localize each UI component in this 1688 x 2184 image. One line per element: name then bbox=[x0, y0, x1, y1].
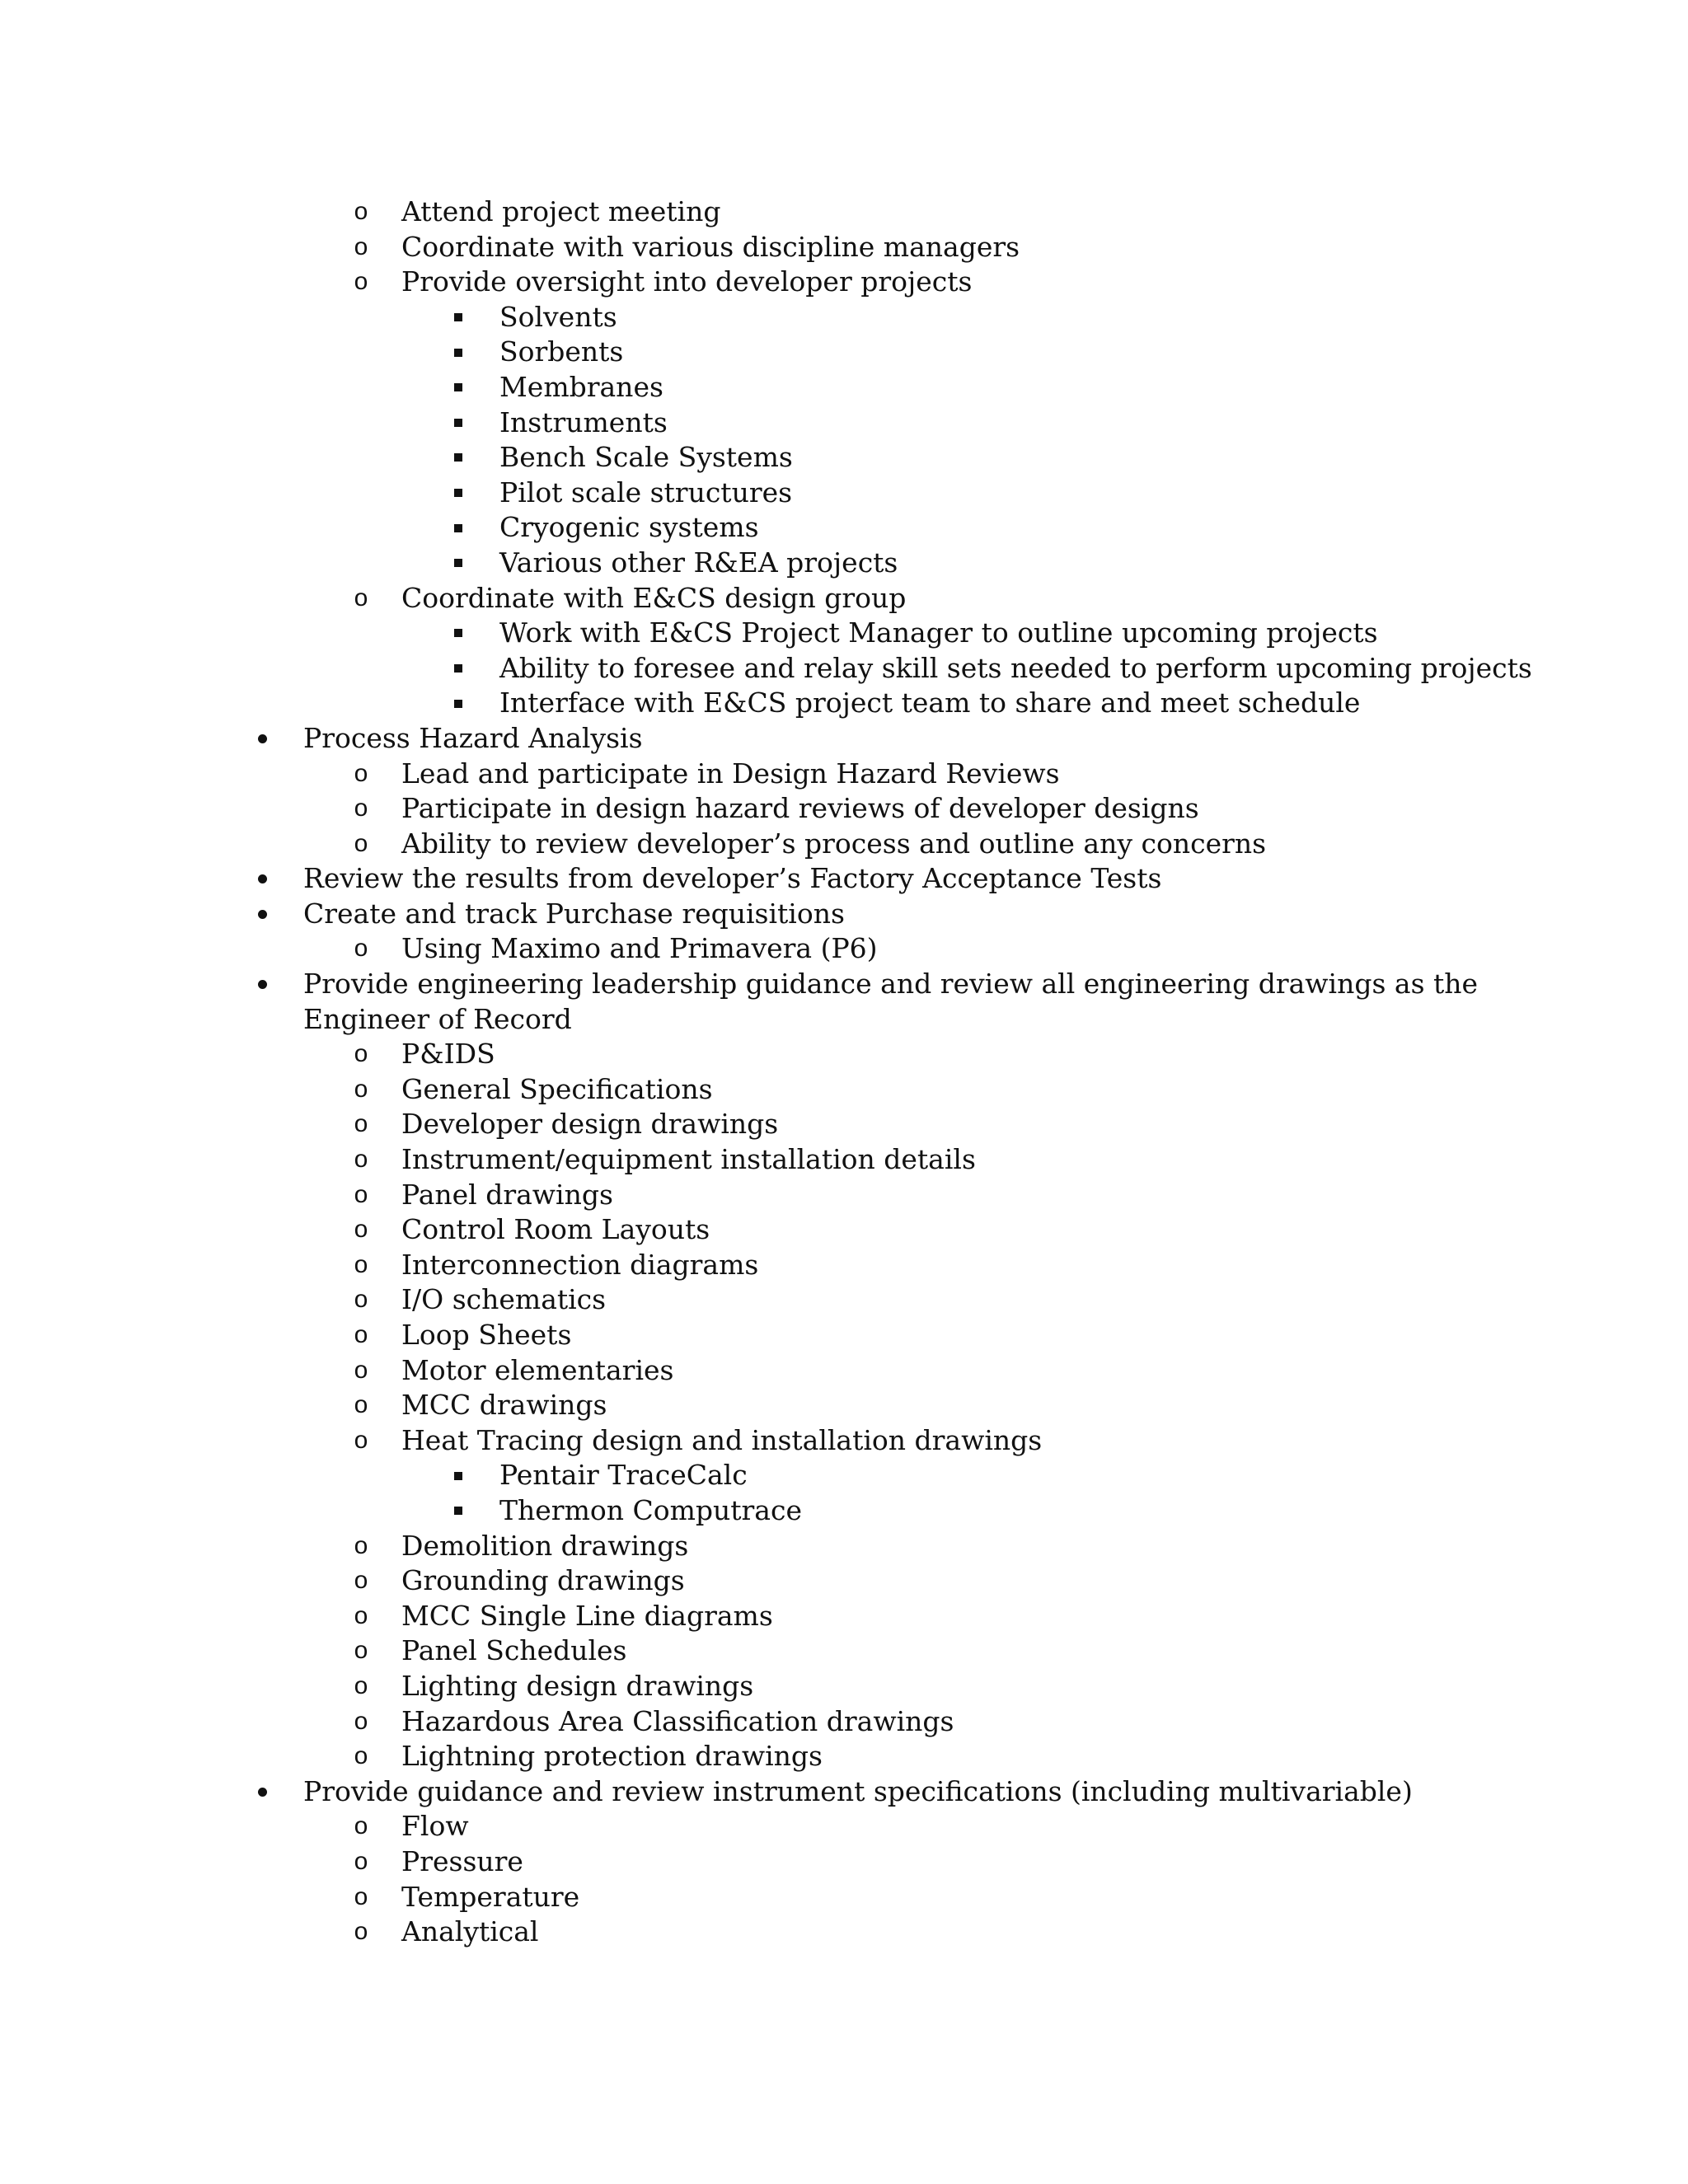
list-item-text: Instruments bbox=[499, 405, 668, 438]
list-item-text: Provide oversight into developer projects bbox=[401, 265, 973, 298]
bullet-circle-icon: o bbox=[354, 232, 368, 260]
list-item-text: Ability to foresee and relay skill sets needed to perform upcoming projects bbox=[499, 651, 1532, 684]
list-item-level-3 bbox=[0, 651, 1688, 687]
list-item-text: Attend project meeting bbox=[401, 195, 721, 227]
list-item-level-3 bbox=[0, 616, 1688, 651]
list-item-text: Various other R&EA projects bbox=[499, 546, 898, 579]
list-item-level-2 bbox=[0, 1107, 1688, 1142]
list-item-text: Lighting design drawings bbox=[401, 1669, 754, 1702]
list-item-text: Lightning protection drawings bbox=[401, 1740, 823, 1773]
list-item-level-3 bbox=[0, 300, 1688, 335]
list-item-text: Developer design drawings bbox=[401, 1108, 779, 1141]
list-item-text: Motor elementaries bbox=[401, 1353, 674, 1386]
bullet-circle-icon: o bbox=[354, 1356, 368, 1384]
list-item-level-2 bbox=[0, 757, 1688, 792]
list-item-level-3 bbox=[0, 1493, 1688, 1529]
bullet-square-icon bbox=[446, 440, 471, 476]
bullet-list bbox=[0, 194, 1688, 1950]
list-item-level-1 bbox=[0, 861, 1688, 897]
list-item-level-3 bbox=[0, 370, 1688, 405]
list-item-level-1 bbox=[0, 721, 1688, 757]
list-item-text: Participate in design hazard reviews of developer designs bbox=[401, 792, 1199, 825]
list-item-text: Provide guidance and review instrument specifications (including multivariable) bbox=[303, 1774, 1413, 1807]
list-item-text: Bench Scale Systems bbox=[499, 441, 793, 474]
list-item-level-2 bbox=[0, 1248, 1688, 1283]
list-item-text: MCC drawings bbox=[401, 1389, 607, 1422]
bullet-circle-icon: o bbox=[354, 1180, 368, 1208]
bullet-circle-icon: o bbox=[354, 1707, 368, 1735]
bullet-circle-icon: o bbox=[354, 198, 368, 225]
list-item-text: Solvents bbox=[499, 300, 617, 333]
bullet-square-icon bbox=[446, 616, 471, 651]
list-item-level-3 bbox=[0, 476, 1688, 511]
bullet-square-icon bbox=[446, 300, 471, 335]
bullet-square-icon bbox=[446, 651, 471, 687]
list-item-level-3 bbox=[0, 546, 1688, 581]
list-item-level-3 bbox=[0, 510, 1688, 546]
list-item-text: Coordinate with E&CS design group bbox=[401, 581, 907, 614]
list-item-text: Pressure bbox=[401, 1844, 523, 1877]
list-item-level-1 bbox=[0, 1774, 1688, 1810]
list-item-level-2 bbox=[0, 1318, 1688, 1353]
list-item-level-3 bbox=[0, 335, 1688, 370]
bullet-square-icon bbox=[446, 1458, 471, 1493]
bullet-circle-icon: o bbox=[354, 1531, 368, 1559]
list-item-text: Provide engineering leadership guidance and review all engineering drawings as the bbox=[303, 968, 1479, 1001]
list-item-level-2 bbox=[0, 1353, 1688, 1389]
list-item-level-2 bbox=[0, 1388, 1688, 1423]
bullet-circle-icon: o bbox=[354, 1847, 368, 1875]
bullet-circle-icon: o bbox=[354, 759, 368, 787]
bullet-circle-icon: o bbox=[354, 829, 368, 857]
list-item-level-2 bbox=[0, 230, 1688, 265]
list-item-text: Demolition drawings bbox=[401, 1529, 689, 1562]
list-item-level-2 bbox=[0, 1739, 1688, 1774]
list-item-text: Loop Sheets bbox=[401, 1319, 572, 1351]
bullet-square-icon bbox=[446, 686, 471, 721]
list-item-level-2 bbox=[0, 1844, 1688, 1880]
bullet-circle-icon: o bbox=[354, 794, 368, 823]
list-item-level-2 bbox=[0, 1072, 1688, 1108]
bullet-circle-icon: o bbox=[354, 1110, 368, 1138]
list-item-text: Lead and participate in Design Hazard Reviews bbox=[401, 757, 1060, 790]
bullet-circle-icon: o bbox=[354, 1567, 368, 1595]
list-item-level-2 bbox=[0, 265, 1688, 300]
list-item-text: Work with E&CS Project Manager to outline upcoming projects bbox=[499, 616, 1378, 649]
bullet-circle-icon: o bbox=[354, 1075, 368, 1103]
list-item-text: Control Room Layouts bbox=[401, 1213, 710, 1246]
list-item-text: Engineer of Record bbox=[303, 1002, 572, 1035]
bullet-square-icon bbox=[446, 546, 471, 581]
bullet-circle-icon: o bbox=[354, 1040, 368, 1068]
list-item-text: Hazardous Area Classification drawings bbox=[401, 1704, 954, 1737]
list-item-text: MCC Single Line diagrams bbox=[401, 1599, 773, 1632]
list-item-level-2 bbox=[0, 931, 1688, 967]
list-item-text: Process Hazard Analysis bbox=[303, 721, 643, 754]
list-item-text: Instrument/equipment installation details bbox=[401, 1143, 976, 1176]
bullet-circle-icon: o bbox=[354, 1391, 368, 1419]
bullet-square-icon bbox=[446, 335, 471, 370]
list-item-level-2 bbox=[0, 1669, 1688, 1704]
list-item-text: I/O schematics bbox=[401, 1283, 607, 1316]
bullet-square-icon bbox=[446, 405, 471, 441]
list-item-level-2 bbox=[0, 791, 1688, 827]
bullet-dot-icon bbox=[250, 1774, 274, 1810]
bullet-circle-icon: o bbox=[354, 1637, 368, 1665]
bullet-dot-icon bbox=[250, 721, 274, 757]
bullet-circle-icon: o bbox=[354, 1918, 368, 1946]
bullet-dot-icon bbox=[250, 897, 274, 932]
bullet-circle-icon: o bbox=[354, 1426, 368, 1454]
list-item-level-2 bbox=[0, 1704, 1688, 1740]
list-item-text: Analytical bbox=[401, 1915, 539, 1948]
bullet-circle-icon: o bbox=[354, 1216, 368, 1244]
bullet-square-icon bbox=[446, 1493, 471, 1529]
list-item-level-2 bbox=[0, 1212, 1688, 1248]
list-item-level-2 bbox=[0, 1599, 1688, 1634]
list-item-level-2 bbox=[0, 1423, 1688, 1459]
bullet-circle-icon: o bbox=[354, 583, 368, 612]
list-item-level-2 bbox=[0, 1915, 1688, 1950]
list-item-text: Flow bbox=[401, 1810, 469, 1843]
list-item-text: Grounding drawings bbox=[401, 1564, 685, 1597]
list-item-level-2 bbox=[0, 194, 1688, 230]
list-item-level-2 bbox=[0, 1178, 1688, 1213]
bullet-square-icon bbox=[446, 370, 471, 405]
list-item-text: Panel Schedules bbox=[401, 1634, 627, 1667]
list-item-text: Interface with E&CS project team to share and meet schedule bbox=[499, 687, 1361, 719]
list-item-level-2 bbox=[0, 1529, 1688, 1564]
list-item-level-2 bbox=[0, 1282, 1688, 1318]
list-item-level-2 bbox=[0, 1809, 1688, 1844]
list-item-text: Temperature bbox=[401, 1880, 580, 1913]
list-item-level-2 bbox=[0, 827, 1688, 862]
bullet-circle-icon: o bbox=[354, 935, 368, 963]
list-item-level-2 bbox=[0, 1633, 1688, 1669]
list-item-text: Create and track Purchase requisitions bbox=[303, 897, 845, 930]
list-item-level-2 bbox=[0, 581, 1688, 616]
list-item-level-3 bbox=[0, 440, 1688, 476]
list-item-text: Sorbents bbox=[499, 335, 624, 368]
list-item-text: Heat Tracing design and installation drawings bbox=[401, 1423, 1043, 1456]
bullet-square-icon bbox=[446, 510, 471, 546]
list-item-text: General Specifications bbox=[401, 1072, 713, 1105]
list-item-level-3 bbox=[0, 686, 1688, 721]
list-item-text: Coordinate with various discipline managers bbox=[401, 230, 1020, 263]
list-item-text: Using Maximo and Primavera (P6) bbox=[401, 932, 878, 965]
bullet-circle-icon: o bbox=[354, 1601, 368, 1629]
list-item-text: Thermon Computrace bbox=[499, 1493, 802, 1526]
bullet-circle-icon: o bbox=[354, 1812, 368, 1840]
list-item-text: Interconnection diagrams bbox=[401, 1248, 759, 1281]
bullet-dot-icon bbox=[250, 861, 274, 897]
bullet-circle-icon: o bbox=[354, 1742, 368, 1770]
list-item-level-2 bbox=[0, 1142, 1688, 1178]
bullet-circle-icon: o bbox=[354, 1671, 368, 1699]
list-item-level-2 bbox=[0, 1037, 1688, 1072]
list-item-level-1 bbox=[0, 897, 1688, 932]
bullet-circle-icon: o bbox=[354, 1882, 368, 1910]
bullet-square-icon bbox=[446, 476, 471, 511]
list-item-level-3 bbox=[0, 1458, 1688, 1493]
list-item-text: P&IDS bbox=[401, 1038, 495, 1071]
list-item-text: Panel drawings bbox=[401, 1178, 613, 1211]
list-item-level-1 bbox=[0, 967, 1688, 1002]
list-item-level-2 bbox=[0, 1563, 1688, 1599]
bullet-dot-icon bbox=[250, 967, 274, 1002]
list-item-text: Review the results from developer’s Factory Acceptance Tests bbox=[303, 862, 1162, 895]
list-item-level-2 bbox=[0, 1880, 1688, 1915]
list-item-text: Pilot scale structures bbox=[499, 476, 793, 509]
list-item-level-3 bbox=[0, 405, 1688, 441]
bullet-circle-icon: o bbox=[354, 1286, 368, 1314]
bullet-circle-icon: o bbox=[354, 1321, 368, 1348]
bullet-circle-icon: o bbox=[354, 1146, 368, 1174]
list-item-text: Pentair TraceCalc bbox=[499, 1459, 748, 1492]
bullet-circle-icon: o bbox=[354, 1250, 368, 1278]
list-item-text: Cryogenic systems bbox=[499, 511, 759, 544]
list-item-text: Ability to review developer’s process and outline any concerns bbox=[401, 827, 1267, 860]
bullet-circle-icon: o bbox=[354, 268, 368, 296]
list-item-continuation bbox=[0, 1002, 1688, 1038]
list-item-text: Membranes bbox=[499, 370, 663, 403]
